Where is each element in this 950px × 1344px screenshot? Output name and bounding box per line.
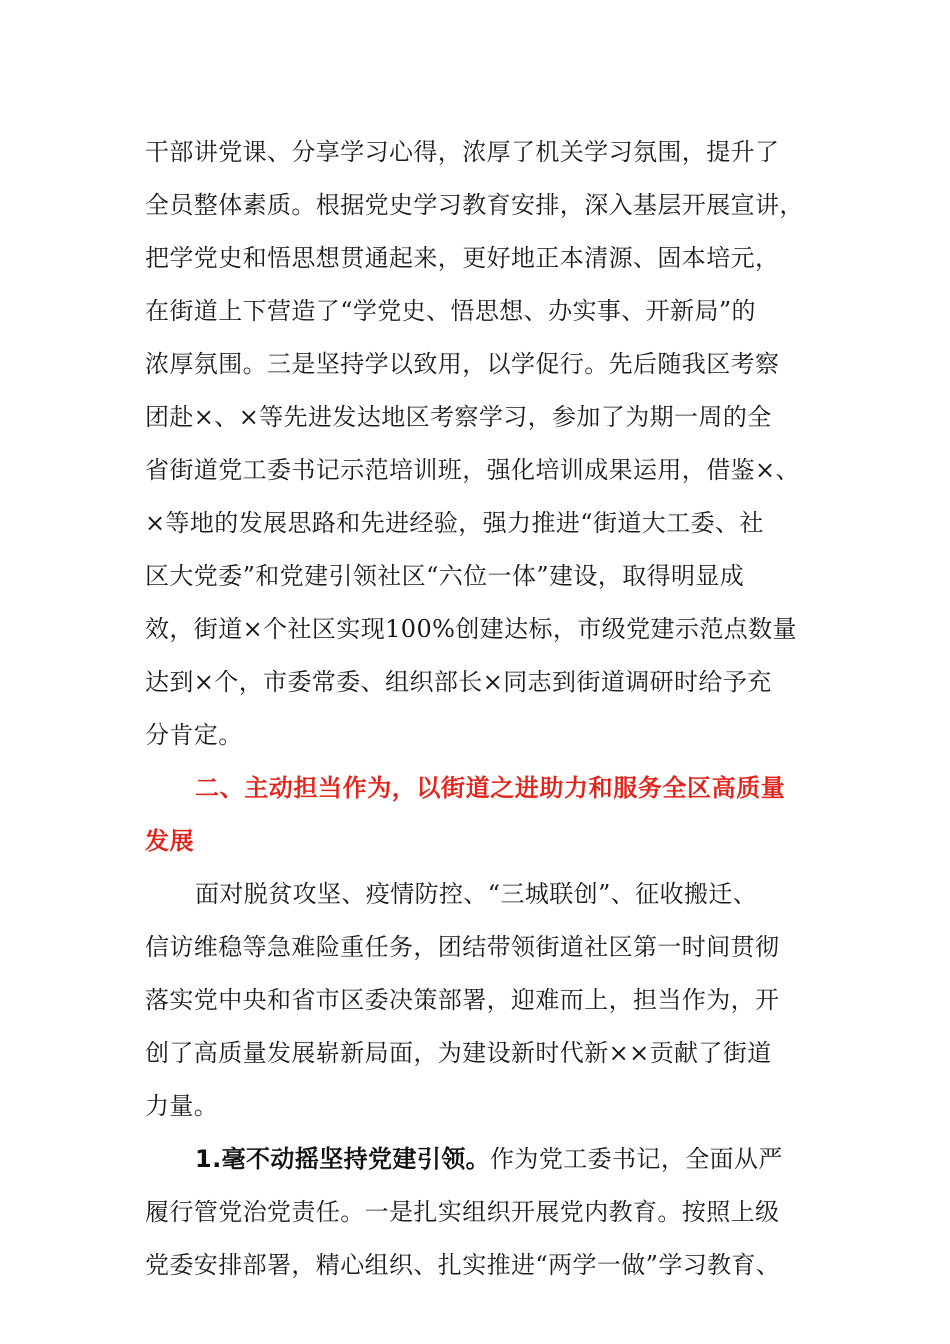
- document-body: [145, 126, 810, 1292]
- text-line: 在街道上下营造了“学党史、悟思想、办实事、开新局”的: [145, 297, 756, 325]
- section-intro-paragraph: [145, 868, 810, 1133]
- subsection-lead: 1.毫不动摇坚持党建引领。: [195, 1145, 491, 1173]
- paragraph-continuation: [145, 126, 810, 762]
- text-line: 党委安排部署，精心组织、扎实推进“两学一做”学习教育、: [145, 1251, 781, 1279]
- subsection-paragraph: [145, 1133, 810, 1292]
- text-line: 履行管党治党责任。一是扎实组织开展党内教育。按照上级: [145, 1198, 780, 1226]
- section-heading-line: 发展: [145, 827, 195, 855]
- section-heading: [145, 762, 810, 868]
- text-line: 把学党史和悟思想贯通起来，更好地正本清源、固本培元，: [145, 244, 780, 272]
- text-line: 面对脱贫攻坚、疫情防控、“三城联创”、征收搬迁、: [195, 880, 758, 908]
- text-line: 浓厚氛围。三是坚持学以致用，以学促行。先后随我区考察: [145, 350, 780, 378]
- text-line: 干部讲党课、分享学习心得，浓厚了机关学习氛围，提升了: [145, 138, 780, 166]
- text-line: ×等地的发展思路和先进经验，强力推进“街道大工委、社: [145, 509, 764, 537]
- text-line: 力量。: [145, 1092, 219, 1120]
- text-line: 省街道党工委书记示范培训班，强化培训成果运用，借鉴×、: [145, 456, 800, 484]
- text-line: 达到×个，市委常委、组织部长×同志到街道调研时给予充: [145, 668, 772, 696]
- text-line: [145, 1133, 810, 1186]
- text-fragment: 作为党工委书记，全面从严: [490, 1145, 783, 1173]
- text-line: 全员整体素质。根据党史学习教育安排，深入基层开展宣讲，: [145, 191, 804, 219]
- text-line: 分肯定。: [145, 721, 243, 749]
- text-line: 区大党委”和党建引领社区“六位一体”建设，取得明显成: [145, 562, 745, 590]
- section-heading-line: 二、主动担当作为，以街道之进助力和服务全区高质量: [195, 774, 786, 802]
- text-line: 落实党中央和省市区委决策部署，迎难而上，担当作为，开: [145, 986, 780, 1014]
- text-line: 效，街道×个社区实现100%创建达标，市级党建示范点数量: [145, 615, 797, 643]
- text-line: 信访维稳等急难险重任务，团结带领街道社区第一时间贯彻: [145, 933, 780, 961]
- text-line: 团赴×、×等先进发达地区考察学习，参加了为期一周的全: [145, 403, 772, 431]
- text-line: 创了高质量发展崭新局面，为建设新时代新××贡献了街道: [145, 1039, 772, 1067]
